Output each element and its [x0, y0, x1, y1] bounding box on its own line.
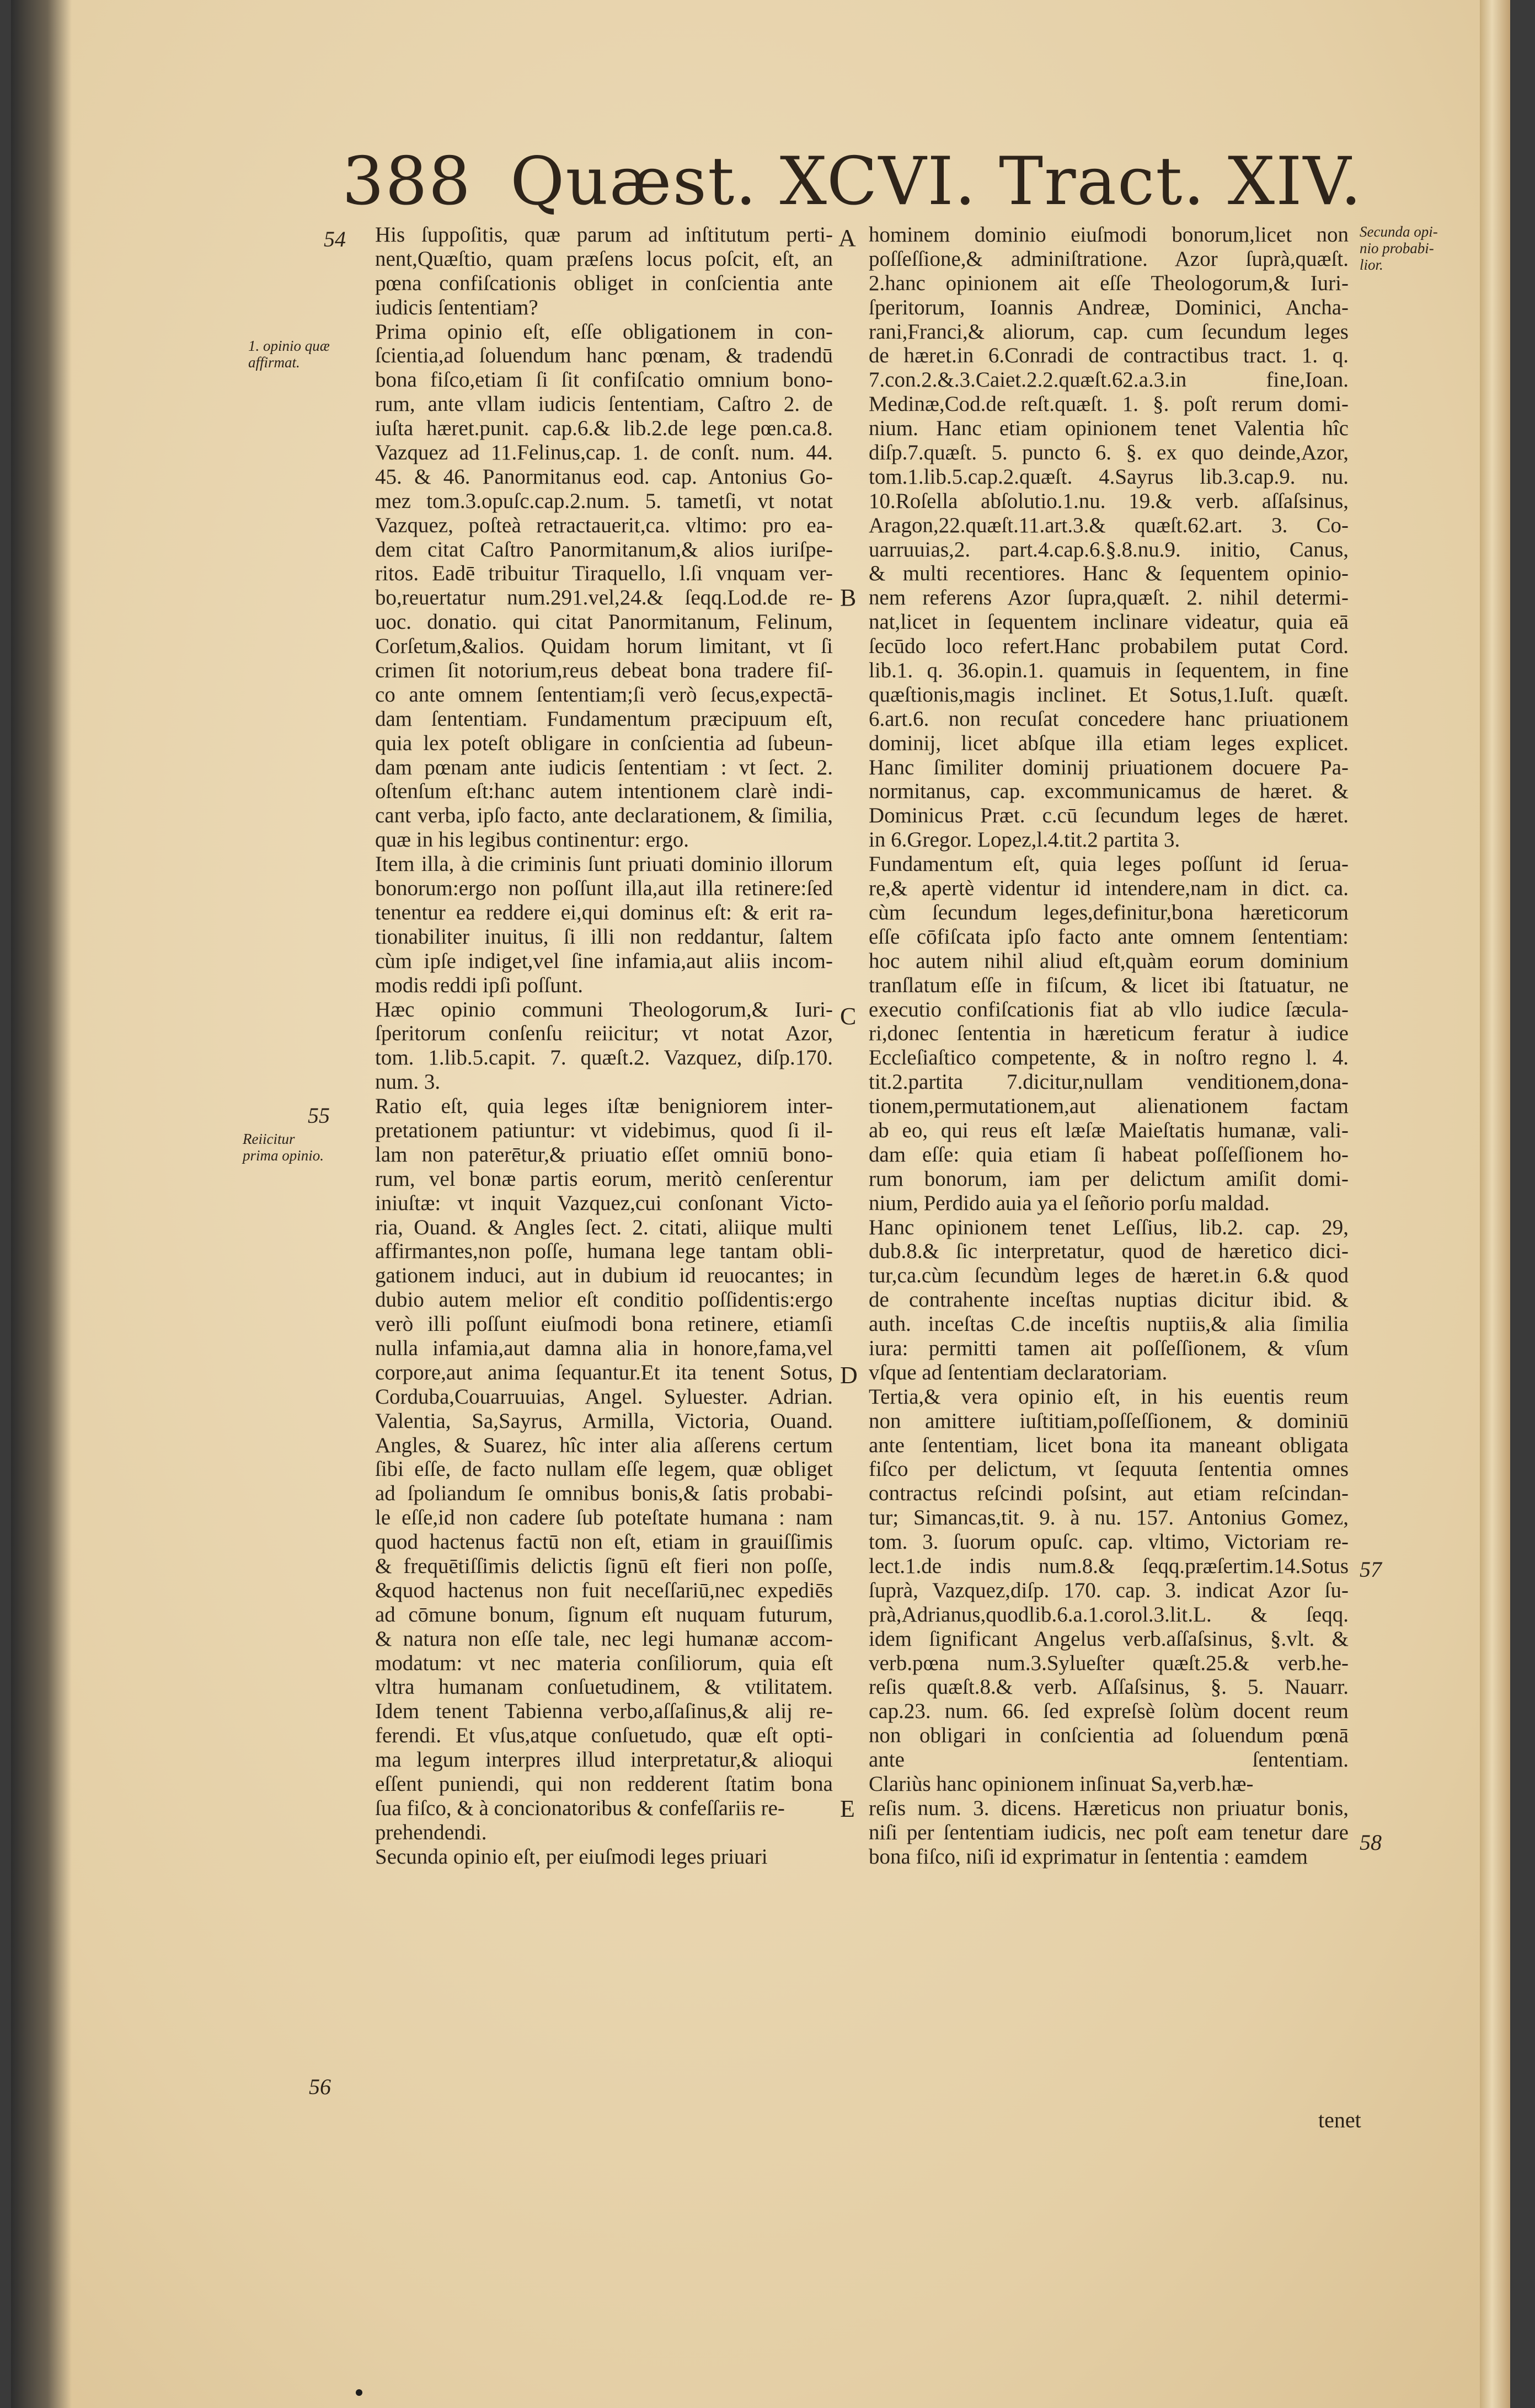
text-line: poſſeſſione,& adminiſtratione. Azor ſuprà,quæſt. — [869, 247, 1349, 271]
text-line: tit.2.partita 7.dicitur,nullam venditionem,dona- — [869, 1070, 1349, 1094]
text-line: hoc autem nihil aliud eſt,quàm eorum dominium — [869, 949, 1349, 973]
text-line: tom.1.lib.5.cap.2.quæſt. 4.Sayrus lib.3.cap.9. nu. — [869, 464, 1349, 489]
text-line: Aragon,22.quæſt.11.art.3.& quæſt.62.art. 3. Co- — [869, 513, 1349, 537]
text-line: & multi recentiores. Hanc & ſequentem opinio- — [869, 561, 1349, 586]
ink-dot — [356, 2389, 362, 2396]
text-line: cant verba, ipſo facto, ante declarationem, & ſimilia, — [375, 804, 833, 828]
text-line: ad cōmune bonum, ſignum eſt nuquam futurum, — [375, 1602, 833, 1626]
text-line: Tertia,& vera opinio eſt, in his euentis reum — [869, 1384, 1349, 1409]
binding-shadow — [11, 0, 72, 2408]
text-line: nat,licet in ſequentem inclinare videatur, quia eā — [869, 610, 1349, 634]
text-line: 6.art.6. non recuſat concedere hanc priuationem — [869, 707, 1349, 731]
text-line: Clariùs hanc opinionem inſinuat Sa,verb.hæ- — [869, 1772, 1254, 1796]
margin-letter: C — [840, 1003, 857, 1030]
text-line: ſuprà, Vazquez,diſp. 170. cap. 3. indicat Azor ſu- — [869, 1578, 1349, 1602]
text-line: Hæc opinio communi Theologorum,& Iuri- — [375, 997, 833, 1021]
right-column — [869, 223, 1349, 1869]
text-line: Secunda opinio eſt, per eiuſmodi leges priuari — [375, 1844, 768, 1869]
margin-number: 56 — [309, 2074, 331, 2099]
text-line: Vazquez, poſteà retractauerit,ca. vltimo: pro ea- — [375, 513, 833, 537]
text-line: quod hactenus factū non eſt, etiam in grauiſſimis — [375, 1530, 833, 1554]
text-line: co ante omnem ſententiam;ſi verò ſecus,expectā- — [375, 682, 833, 707]
text-line: iudicis ſententiam? — [375, 295, 538, 319]
margin-letter: D — [840, 1362, 858, 1389]
text-line: rum bonorum, iam per delictum amiſit domi- — [869, 1166, 1349, 1191]
text-line: uoc. donatio. qui citat Panormitanum, Felinum, — [375, 610, 833, 634]
text-line: ſcientia,ad ſoluendum hanc pœnam, & tradendū — [375, 344, 833, 368]
text-line: oſtenſum eſt:hanc autem intentionem clarè indi- — [375, 779, 833, 804]
text-line: Corſetum,&alios. Quidam horum limitant, vt ſi — [375, 634, 833, 659]
text-line: diſp.7.quæſt. 5. puncto 6. §. ex quo deinde,Azor, — [869, 441, 1349, 465]
text-line: rani,Franci,& aliorum, cap. cum ſecundum leges — [869, 319, 1349, 344]
page-number: 388 — [342, 143, 472, 220]
text-line: lib.1. q. 36.opin.1. quamuis in ſequentem, in fine — [869, 659, 1349, 683]
text-line: tionem,permutationem,aut alienationem factam — [869, 1094, 1349, 1119]
text-line: ri,donec ſententia in hæreticum feratur à iudice — [869, 1021, 1349, 1046]
text-line: Vazquez ad 11.Felinus,cap. 1. de conſt. num. 44. — [375, 441, 833, 465]
text-line: iura: permitti tamen ait poſſeſſionem, & vſum — [869, 1336, 1349, 1360]
text-line: Item illa, à die criminis ſunt priuati dominio illorum — [375, 852, 833, 876]
text-line: Medinæ,Cod.de reſt.quæſt. 1. §. poſt rerum domi- — [869, 392, 1349, 416]
text-line: cap.23. num. 66. ſed expreſsè ſolùm docent reum — [869, 1699, 1349, 1724]
text-line: dubio autem melior eſt conditio poſſidentis:ergo — [375, 1288, 833, 1312]
text-line: modis reddi ipſi poſſunt. — [375, 973, 583, 997]
margin-letter: E — [840, 1795, 855, 1822]
page-title: Quæst. XCVI. Tract. XIV. — [510, 143, 1363, 220]
text-line: eſſe cōfiſcata ipſo facto ante omnem ſententiam: — [869, 924, 1349, 949]
text-line: cùm ipſe indiget,vel ſine infamia,aut aliis incom- — [375, 949, 833, 973]
text-line: vſque ad ſententiam declaratoriam. — [869, 1360, 1168, 1384]
text-line: in 6.Gregor. Lopez,l.4.tit.2 partita 3. — [869, 828, 1180, 852]
text-line: nent,Quæſtio, quam præſens locus poſcit, eſt, an — [375, 247, 833, 271]
text-line: gationem induci, aut in dubium id reuocantes; in — [375, 1264, 833, 1288]
text-line: nulla infamia,aut damna alia in honore,fama,vel — [375, 1336, 833, 1360]
text-line: idem ſignificant Angelus verb.aſſaſsinus, §.vlt. & — [869, 1626, 1349, 1651]
margin-letter: A — [838, 224, 856, 251]
text-line: 10.Roſella abſolutio.1.nu. 19.& verb. aſſaſsinus, — [869, 489, 1349, 513]
text-line: reſis num. 3. dicens. Hæreticus non priuatur bonis, — [869, 1796, 1349, 1820]
text-line: tom. 3. ſuorum opuſc. cap. vltimo, Victoriam re- — [869, 1530, 1349, 1554]
text-line: 45. & 46. Panormitanus eod. cap. Antonius Go- — [375, 464, 833, 489]
text-line: dam eſſe: quia etiam ſi habeat poſſeſſionem ho- — [869, 1142, 1349, 1166]
text-line: quæ in his legibus continentur: ergo. — [375, 828, 689, 852]
text-line: lect.1.de indis num.8.& ſeqq.præſertim.14.Sotus — [869, 1554, 1349, 1578]
margin-number: 55 — [308, 1103, 330, 1128]
text-line: rum, vel bonæ partis eorum, meritò cenſerentur — [375, 1166, 833, 1191]
text-line: tur,ca.cùm ſecundùm leges de hæret.in 6.& quod — [869, 1264, 1349, 1288]
text-line: tranſlatum eſſe in fiſcum, & licet ibi ſtatuatur, ne — [869, 973, 1349, 997]
text-line: ma legum interpres illud interpretatur,& alioqui — [375, 1748, 833, 1772]
text-line: tur; Simancas,tit. 9. à nu. 157. Antonius Gomez, — [869, 1506, 1349, 1530]
sidenote-reject: Reiicitur prima opinio. — [243, 1131, 324, 1164]
text-line: normitanus, cap. excommunicamus de hæret. & — [869, 779, 1349, 804]
text-line: 2.hanc opinionem ait eſſe Theologorum,& Iuri- — [869, 271, 1349, 295]
running-header — [342, 143, 1362, 220]
text-line: ferendi. Et vſus,atque conſuetudo, quæ eſt opti- — [375, 1724, 833, 1748]
text-line: verb.pœna num.3.Sylueſter quæſt.25.& verb.he- — [869, 1651, 1349, 1675]
text-line: bona fiſco,etiam ſi ſit confiſcatio omnium bono- — [375, 368, 833, 392]
text-line: le eſſe,id non cadere ſub poteſtate humana : nam — [375, 1506, 833, 1530]
text-line: dub.8.& ſic interpretatur, quod de hæretico dici- — [869, 1239, 1349, 1264]
text-line: executio confiſcationis fiat ab vllo iudice ſæcula- — [869, 997, 1349, 1021]
text-line: fiſco per delictum, vt ſequuta ſententia omnes — [869, 1457, 1349, 1481]
text-line: contractus reſcindi poſsint, aut etiam reſcindan- — [869, 1481, 1349, 1506]
text-line: ante ſententiam. — [869, 1748, 1349, 1772]
text-line: bo,reuertatur num.291.vel,24.& ſeqq.Lod.de re- — [375, 586, 833, 610]
margin-number: 54 — [324, 227, 346, 251]
text-line: dem citat Caſtro Panormitanum,& alios iuriſpe- — [375, 537, 833, 561]
text-line: niſi per ſententiam iudicis, nec poſt eam tenetur dare — [869, 1820, 1349, 1844]
text-line: iuſta hæret.punit. cap.6.& lib.2.de lege pœn.ca.8. — [375, 416, 833, 441]
text-line: cùm ſecundum leges,definitur,bona hæreticorum — [869, 900, 1349, 924]
text-line: crimen ſit notorium,reus debeat bona tradere fiſ- — [375, 659, 833, 683]
margin-number: 57 — [1360, 1557, 1382, 1582]
text-line: pretationem patiuntur: vt videbimus, quod ſi il- — [375, 1118, 833, 1142]
text-line: prehendendi. — [375, 1820, 487, 1844]
text-line: Prima opinio eſt, eſſe obligationem in con- — [375, 319, 833, 344]
text-line: ria, Ouand. & Angles ſect. 2. citati, aliique multi — [375, 1215, 833, 1239]
text-line: rum, ante vllam iudicis ſententiam, Caſtro 2. de — [375, 392, 833, 416]
page-edge — [1480, 0, 1510, 2408]
sidenote-first-opinion: 1. opinio quæ affirmat. — [248, 338, 330, 371]
text-line: ad ſpoliandum ſe omnibus bonis,& ſatis probabi- — [375, 1481, 833, 1506]
text-line: 7.con.2.&.3.Caiet.2.2.quæſt.62.a.3.in fine,Ioan. — [869, 368, 1349, 392]
text-line: reſis quæſt.8.& verb. Aſſaſsinus, §. 5. Nauarr. — [869, 1675, 1349, 1699]
text-line: ſua fiſco, & à concionatoribus & confeſſariis re- — [375, 1796, 785, 1820]
text-line: ſperitorum conſenſu reiicitur; vt notat Azor, — [375, 1021, 833, 1046]
text-line: vltra humanam conſuetudinem, & vtilitatem. — [375, 1675, 833, 1699]
text-line: dam pœnam ante iudicis ſententiam : vt ſect. 2. — [375, 755, 833, 779]
text-line: ſecūdo loco refert.Hanc probabilem putat Cord. — [869, 634, 1349, 659]
text-line: & frequētiſſimis delictis ſignū eſt fieri non poſſe, — [375, 1554, 833, 1578]
text-line: corpore,aut anima ſequantur.Et ita tenent Sotus, — [375, 1360, 833, 1384]
text-line: ab eo, qui reus eſt læſæ Maieſtatis humanæ, vali- — [869, 1118, 1349, 1142]
text-line: non obligari in conſcientia ad ſoluendum pœnā — [869, 1724, 1349, 1748]
text-line: tom. 1.lib.5.capit. 7. quæſt.2. Vazquez, diſp.170. — [375, 1046, 833, 1070]
text-line: quæſtionis,magis inclinet. Et Sotus,1.Iuſt. quæſt. — [869, 682, 1349, 707]
text-line: uarruuias,2. part.4.cap.6.§.8.nu.9. initio, Canus, — [869, 537, 1349, 561]
text-line: nium, Perdido auia ya el ſeñorio porſu maldad. — [869, 1191, 1270, 1215]
text-line: His ſuppoſitis, quæ parum ad inſtitutum perti- — [375, 223, 833, 247]
left-column — [375, 223, 833, 1869]
text-line: ritos. Eadē tribuitur Tiraquello, l.ſi vnquam ver- — [375, 561, 833, 586]
text-line: dam ſententiam. Fundamentum præcipuum eſt, — [375, 707, 833, 731]
text-line: & natura non eſſe tale, nec legi humanæ accom- — [375, 1626, 833, 1651]
text-line: eſſent puniendi, qui non redderent ſtatim bona — [375, 1772, 833, 1796]
text-line: Corduba,Couarruuias, Angel. Syluester. Adrian. — [375, 1384, 833, 1409]
text-line: ſperitorum, Ioannis Andreæ, Dominici, Ancha- — [869, 295, 1349, 319]
text-line: lam non paterētur,& priuatio eſſet omniū bono- — [375, 1142, 833, 1166]
text-line: dominij, licet abſque illa etiam leges explicet. — [869, 731, 1349, 755]
text-line: verò illi poſſunt eiuſmodi bona retinere, etiamſi — [375, 1312, 833, 1336]
text-line: iniuſtæ: vt inquit Vazquez,cui conſonant Victo- — [375, 1191, 833, 1215]
text-line: Ratio eſt, quia leges iſtæ benigniorem inter- — [375, 1094, 833, 1119]
text-line: auth. inceſtas C.de inceſtis nuptiis,& alia ſimilia — [869, 1312, 1349, 1336]
text-line: Hanc opinionem tenet Leſſius, lib.2. cap. 29, — [869, 1215, 1349, 1239]
text-line: mez tom.3.opuſc.cap.2.num. 5. tametſi, vt notat — [375, 489, 833, 513]
text-line: Eccleſiaſtico competente, & in noſtro regno l. 4. — [869, 1046, 1349, 1070]
text-line: pœna confiſcationis obliget in conſcientia ante — [375, 271, 833, 295]
text-line: num. 3. — [375, 1070, 441, 1094]
text-line: &quod hactenus non fuit neceſſariū,nec expediēs — [375, 1578, 833, 1602]
text-line: affirmantes,non poſſe, humana lege tantam obli- — [375, 1239, 833, 1264]
text-line: tionabiliter inuitus, ſi illi non reddantur, ſaltem — [375, 924, 833, 949]
text-line: Hanc ſimiliter dominij priuationem docuere Pa- — [869, 755, 1349, 779]
text-line: quia lex poteſt obligare in conſcientia ad ſubeun- — [375, 731, 833, 755]
text-line: bonorum:ergo non poſſunt illa,aut illa retinere:ſed — [375, 876, 833, 901]
text-line: Valentia, Sa,Sayrus, Armilla, Victoria, Ouand. — [375, 1409, 833, 1433]
catchword: tenet — [1318, 2107, 1361, 2132]
text-line: ante ſententiam, licet bona ita maneant obligata — [869, 1433, 1349, 1457]
text-line: Dominicus Præt. c.cū ſecundum leges de hæret. — [869, 804, 1349, 828]
text-line: prà,Adrianus,quodlib.6.a.1.corol.3.lit.L. & ſeqq. — [869, 1602, 1349, 1626]
sidenote-second: Secunda opi- nio probabi- lior. — [1360, 223, 1438, 273]
margin-letter: B — [840, 584, 857, 611]
text-line: tenentur ea reddere ei,qui dominus eſt: & erit ra- — [375, 900, 833, 924]
text-line: re,& apertè videntur id intendere,nam in dict. ca. — [869, 876, 1349, 901]
text-line: bona fiſco, niſi id exprimatur in ſententia : eamdem — [869, 1844, 1308, 1869]
text-line: Angles, & Suarez, hîc inter alia aſſerens certum — [375, 1433, 833, 1457]
text-line: nem referens Azor ſupra,quæſt. 2. nihil determi- — [869, 586, 1349, 610]
margin-number: 58 — [1360, 1830, 1382, 1855]
text-line: modatum: vt nec materia conſiliorum, quia eſt — [375, 1651, 833, 1675]
text-line: Idem tenent Tabienna verbo,aſſaſinus,& alij re- — [375, 1699, 833, 1724]
text-line: ſibi eſſe, de facto nullam eſſe legem, quæ obliget — [375, 1457, 833, 1481]
text-line: de hæret.in 6.Conradi de contractibus tract. 1. q. — [869, 344, 1349, 368]
text-line: non amittere iuſtitiam,poſſeſſionem, & dominiū — [869, 1409, 1349, 1433]
text-line: nium. Hanc etiam opinionem tenet Valentia hîc — [869, 416, 1349, 441]
text-line: de contrahente inceſtas nuptias dicitur ibid. & — [869, 1288, 1349, 1312]
text-line: Fundamentum eſt, quia leges poſſunt id ſerua- — [869, 852, 1349, 876]
text-line: hominem dominio eiuſmodi bonorum,licet non — [869, 223, 1349, 247]
